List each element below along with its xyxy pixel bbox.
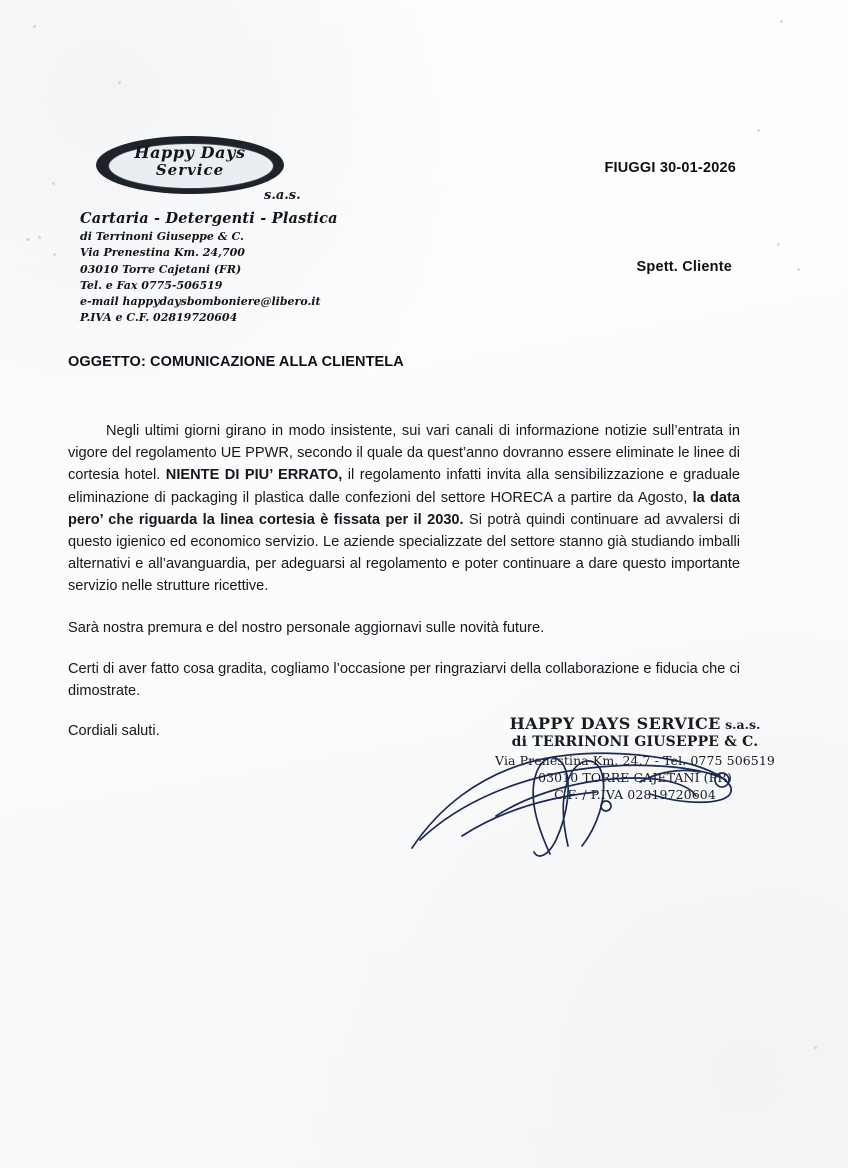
letterhead — [80, 132, 410, 327]
address-line-email: e-mail happydaysbomboniere@libero.it — [80, 295, 321, 309]
address-line: Via Prenestina Km. 24,700 — [80, 246, 245, 260]
company-category: Cartaria - Detergenti - Plastica — [80, 210, 338, 227]
body-paragraph-4: Cordiali saluti. — [68, 722, 160, 739]
letter-body — [68, 420, 740, 760]
paragraph-1-emphasis-1: NIENTE DI PIU’ ERRATO, — [165, 467, 343, 484]
paragraph-1-part-c: il regolamento infatti invita alla sensibilizzazione e graduale eliminazione di packaging il plastica dalle confezioni del settore HORECA a partire da Agosto, — [68, 467, 740, 506]
paragraph-1-part-a: Negli ultimi giorni girano in modo insistente, sui vari canali di informazione notizie sull’entrata in vigore del regolamento UE PPWR, secondo il quale da quest’anno dovranno essere eliminate le linee di cortesia hotel. — [68, 423, 740, 484]
scan-speckle — [53, 253, 56, 256]
signature-address: Via Prenestina Km. 24,7 - Tel. 0775 506519 — [495, 753, 775, 768]
body-paragraph-3: Certi di aver fatto cosa gradita, cogliamo l’occasione per ringraziarvi della collaborazione e fiducia che ci dimostrate. — [68, 660, 740, 699]
paragraph-1-emphasis-2: la data pero’ che riguarda la linea cortesia è fissata per il 2030. — [68, 489, 740, 528]
signature-stamp — [470, 714, 800, 802]
address-line-vat: P.IVA e C.F. 02819720604 — [80, 311, 238, 325]
signature-vat: C.F. / P.IVA 02819720604 — [554, 787, 716, 802]
body-paragraph-1 — [68, 420, 740, 597]
address-line: Tel. e Fax 0775-506519 — [80, 278, 223, 292]
signature-company-name: HAPPY DAYS SERVICE — [509, 714, 721, 733]
subject-line: OGGETTO: COMUNICAZIONE ALLA CLIENTELA — [68, 354, 404, 370]
scan-speckle — [777, 243, 780, 246]
signature-city: 03010 TORRE CAJETANI (FR) — [538, 770, 732, 785]
scan-speckle — [38, 236, 41, 239]
paragraph-1-part-e: Si potrà quindi continuare ad avvalersi di questo igienico ed economico servizio. Le aziende specializzate del settore stanno già studiando imballi alternativi e all’avanguardia, per adeguarsi al regolamento e poter continuare a dare questo importante servizio nelle strutture ricettive. — [68, 511, 740, 595]
scan-speckle — [780, 20, 783, 23]
recipient-label: Spett. Cliente — [636, 259, 732, 275]
address-line: 03010 Torre Cajetani (FR) — [80, 262, 242, 276]
scan-speckle — [797, 268, 800, 271]
logo-line2: Service — [155, 161, 225, 180]
company-address-block — [80, 229, 410, 327]
signature-company — [470, 714, 800, 733]
scan-speckle — [814, 1046, 817, 1049]
logo-line1: Happy Days — [134, 143, 246, 162]
document-date: FIUGGI 30-01-2026 — [604, 160, 736, 176]
logo-suffix: s.a.s. — [264, 188, 301, 203]
scan-speckle — [33, 25, 36, 28]
logo-text — [96, 144, 284, 180]
address-line: di Terrinoni Giuseppe & C. — [80, 230, 244, 243]
body-paragraph-2: Sarà nostra premura e del nostro personale aggiornavi sulle novità future. — [68, 620, 545, 637]
signature-company-suffix: s.a.s. — [720, 717, 761, 732]
scan-speckle — [26, 238, 30, 241]
scan-speckle — [757, 129, 760, 132]
scan-speckle — [52, 182, 55, 185]
company-logo — [96, 132, 306, 204]
signature-owner: di TERRINONI GIUSEPPE & C. — [511, 734, 759, 750]
scan-speckle — [118, 81, 121, 84]
